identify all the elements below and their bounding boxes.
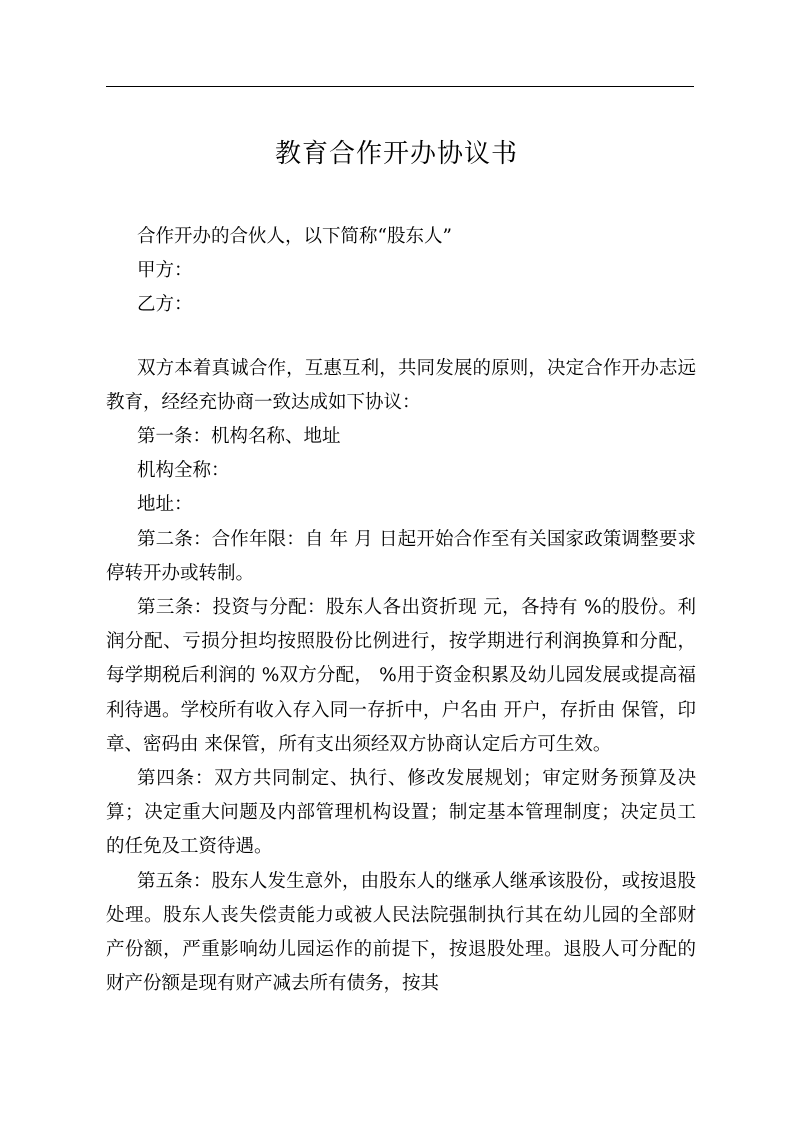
article-1-address: 地址： xyxy=(137,494,193,516)
article-2: 第二条：合作年限：自 年 月 日起开始合作至有关国家政策调整要求停转开办或转制。 xyxy=(106,528,696,584)
header-rule xyxy=(106,86,694,87)
intro-line-party-a: 甲方： xyxy=(137,260,193,282)
article-3: 第三条：投资与分配：股东人各出资折现 元，各持有 %的股份。利润分配、亏损分担均按照股份比例进行，按学期进行利润换算和分配，每学期税后利润的 %双方分配， %用于资金积累及幼儿园发展或提高福利待遇。学校所有收入存入同一存折中，户名由 开户，存折由 保管，印章、密码由 来保管，所有支出须经双方协商认定后方可生效。 xyxy=(106,597,696,755)
intro-line-parties: 合作开办的合伙人，以下简称“股东人” xyxy=(137,226,452,247)
article-1-full-name: 机构全称： xyxy=(137,460,230,482)
article-5: 第五条：股东人发生意外，由股东人的继承人继承该股份，或按退股处理。股东人丧失偿责能力或被人民法院强制执行其在幼儿园的全部财产份额，严重影响幼儿园运作的前提下，按退股处理。退股人可分配的财产份额是现有财产减去所有债务，按其 xyxy=(106,870,696,995)
paragraph-gap xyxy=(106,323,696,352)
article-1-heading: 第一条：机构名称、地址 xyxy=(137,426,341,448)
paragraph-preamble: 双方本着真诚合作，互惠互利，共同发展的原则，决定合作开办志远教育，经经充协商一致达成如下协议： xyxy=(106,357,696,413)
document-title: 教育合作开办协议书 xyxy=(274,139,518,169)
intro-line-party-b: 乙方： xyxy=(137,294,193,316)
article-4: 第四条：双方共同制定、执行、修改发展规划；审定财务预算及决算；决定重大问题及内部管理机构设置；制定基本管理制度；决定员工的任免及工资待遇。 xyxy=(106,768,696,858)
document-body xyxy=(106,220,696,1001)
